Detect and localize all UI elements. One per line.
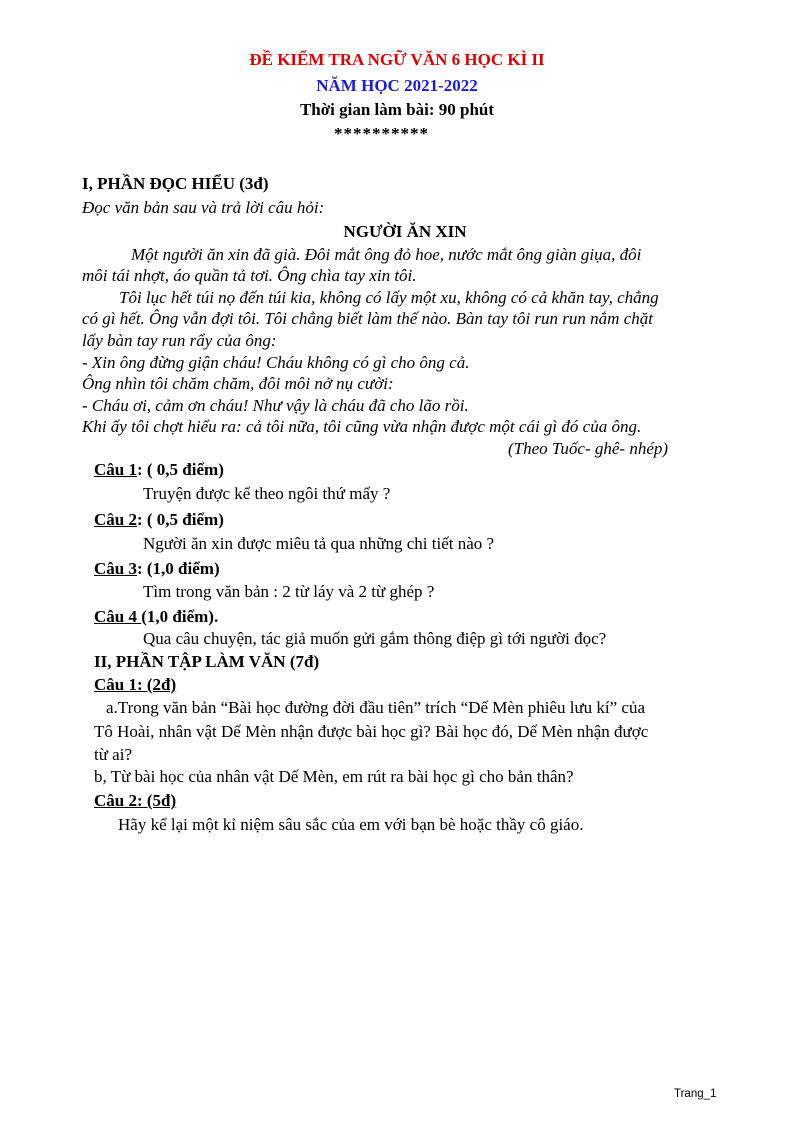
story-line: Một người ăn xin đã già. Đôi mắt ông đỏ hoe, nước mắt ông giàn giụa, đôi — [131, 245, 642, 264]
question-2-header — [94, 510, 224, 530]
question-score: (1,0 điểm). — [141, 607, 219, 626]
story-line: - Xin ông đừng giận cháu! Cháu không có gì cho ông cả. — [82, 353, 470, 372]
question-4-text: Qua câu chuyện, tác giả muốn gửi gắm thông điệp gì tới người đọc? — [143, 629, 607, 648]
part2-question-1-line: từ ai? — [94, 745, 133, 764]
question-3-text: Tìm trong văn bản : 2 từ láy và 2 từ ghép ? — [143, 582, 435, 601]
part2-question-2-text: Hãy kể lại một kỉ niệm sâu sắc của em với bạn bè hoặc thầy cô giáo. — [118, 815, 584, 834]
question-1-text: Truyện được kể theo ngôi thứ mấy ? — [143, 484, 391, 503]
question-4-header — [94, 607, 218, 627]
question-2-text: Người ăn xin được miêu tả qua những chi tiết nào ? — [143, 534, 495, 553]
part2-question-2-label: Câu 2: (5đ) — [94, 791, 177, 810]
question-score: : ( 0,5 điểm) — [136, 460, 224, 479]
story-line: Tôi lục hết túi nọ đến túi kia, không có lấy một xu, không có cả khăn tay, chẳng — [119, 288, 659, 307]
exam-title: ĐỀ KIỂM TRA NGỮ VĂN 6 HỌC KÌ II — [249, 50, 545, 69]
part2-question-1-label: Câu 1: (2đ) — [94, 675, 177, 694]
question-label: Câu 4 — [94, 607, 142, 626]
question-score: : (1,0 điểm) — [136, 559, 220, 578]
story-line: môi tái nhợt, áo quần tả tơi. Ông chìa tay xin tôi. — [82, 266, 417, 285]
exam-duration: Thời gian làm bài: 90 phút — [299, 100, 495, 119]
part2-question-1-line: b, Từ bài học của nhân vật Dế Mèn, em rút ra bài học gì cho bản thân? — [94, 767, 574, 786]
story-title: NGƯỜI ĂN XIN — [343, 222, 467, 241]
story-line: Khi ấy tôi chợt hiểu ra: cả tôi nữa, tôi cũng vừa nhận được một cái gì đó của ông. — [82, 417, 642, 436]
question-label: Câu 2 — [94, 510, 137, 529]
story-line: - Cháu ơi, cảm ơn cháu! Như vậy là cháu đã cho lão rồi. — [82, 396, 469, 415]
school-year: NĂM HỌC 2021-2022 — [316, 76, 478, 95]
story-line: Ông nhìn tôi chăm chăm, đôi môi nở nụ cười: — [82, 374, 394, 393]
question-label: Câu 1 — [94, 460, 137, 479]
question-label: Câu 3 — [94, 559, 137, 578]
question-1-header — [94, 460, 224, 480]
story-line: có gì hết. Ông vẫn đợi tôi. Tôi chẳng biết làm thế nào. Bàn tay tôi run run nắm chặt — [82, 309, 653, 328]
story-source: (Theo Tuốc- ghê- nhép) — [508, 439, 669, 458]
part2-heading: II, PHẦN TẬP LÀM VĂN (7đ) — [94, 652, 320, 671]
story-line: lấy bàn tay run rẩy của ông: — [82, 331, 277, 350]
part1-instruction: Đọc văn bản sau và trả lời câu hỏi: — [82, 198, 325, 217]
question-score: : ( 0,5 điểm) — [136, 510, 224, 529]
question-3-header — [94, 559, 220, 579]
part2-question-1-line: Tô Hoài, nhân vật Dế Mèn nhận được bài học gì? Bài học đó, Dế Mèn nhận được — [94, 722, 649, 741]
part2-question-1-line: a.Trong văn bản “Bài học đường đời đầu tiên” trích “Dế Mèn phiêu lưu kí” của — [106, 698, 646, 717]
page-number: Trang_1 — [674, 1088, 717, 1100]
part1-heading: I, PHẦN ĐỌC HIỂU (3đ) — [82, 174, 269, 193]
star-divider: ********** — [334, 124, 429, 143]
